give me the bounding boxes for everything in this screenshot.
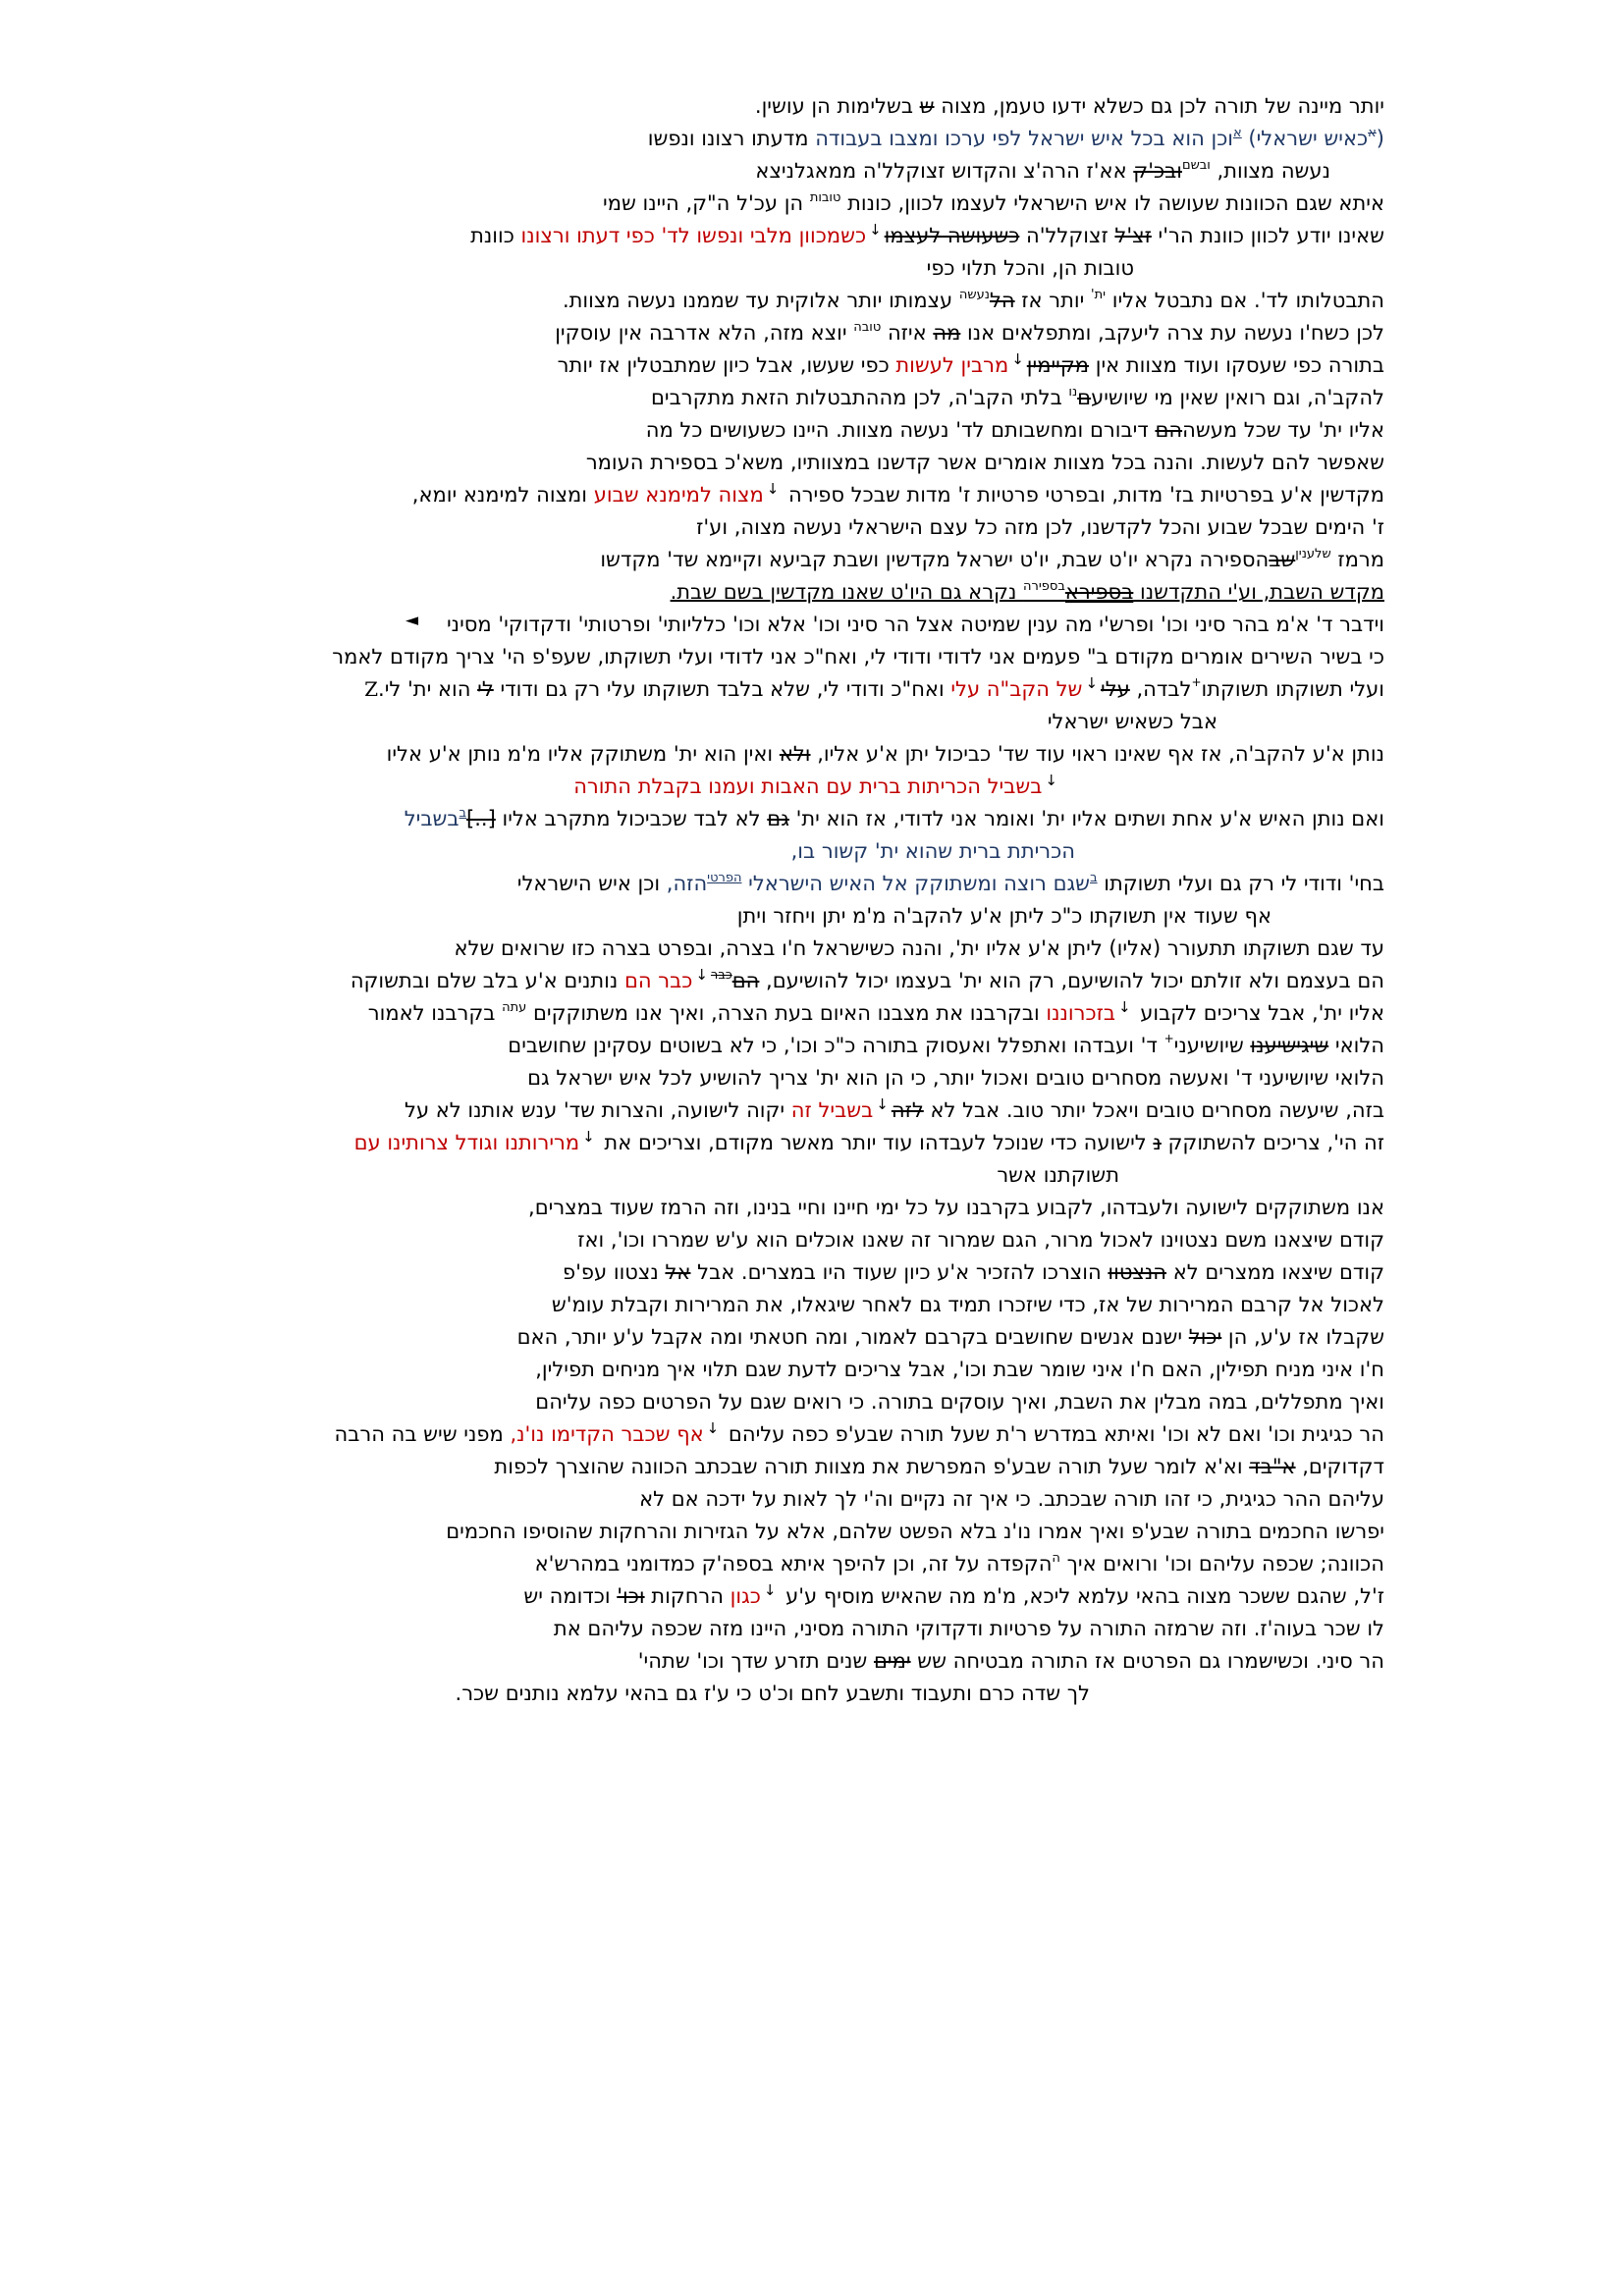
text-line bbox=[280, 641, 1384, 673]
text-line bbox=[280, 1613, 1384, 1645]
text-segment: אא'ז הרה'צ והקדוש זצוקלל'ה ממאגלניצא bbox=[755, 159, 1134, 183]
text-line bbox=[280, 1030, 1384, 1062]
text-line bbox=[280, 479, 1384, 511]
text-line bbox=[280, 1516, 1384, 1548]
text-segment: יכול bbox=[1188, 1325, 1222, 1349]
text-segment: מדעתו רצונו ונפשו bbox=[647, 127, 809, 150]
text-line bbox=[280, 965, 1384, 997]
text-segment: הנצטוו bbox=[1108, 1260, 1167, 1284]
text-segment: לאכול אל קרבם המרירות של אז, כדי שיזכרו תמיד גם לאחר שיגאלו, את המרירות וקבלת עומ'ש bbox=[551, 1293, 1384, 1316]
text-line bbox=[280, 933, 1384, 965]
text-segment: הכוונה; שכפה עליהם וכו' ורואים איך bbox=[1059, 1552, 1384, 1575]
text-segment: עלי bbox=[1101, 677, 1130, 701]
text-segment: ב bbox=[1090, 871, 1098, 885]
text-segment: מרירותנו וגודל צרותינו עם bbox=[353, 1131, 580, 1154]
text-segment: ומצוה למימנא יומא, bbox=[411, 483, 594, 507]
text-segment: כגון bbox=[730, 1584, 761, 1608]
text-line bbox=[280, 1289, 1384, 1321]
text-line bbox=[280, 1321, 1384, 1354]
text-segment: שיגישיענו bbox=[1250, 1034, 1329, 1057]
text-segment: בקרבנו לאמור bbox=[367, 1001, 503, 1025]
text-segment: דיבורם ומחשבותם לד' נעשה מצוות. היינו כשעושים כל מה bbox=[645, 418, 1156, 442]
text-segment: ואח"כ ודודי לי, שלא בלבד תשוקתו עלי רק גם ודודי bbox=[493, 677, 951, 701]
text-segment: כאיש ישראלי) bbox=[1241, 127, 1369, 150]
text-segment: שגם רוצה ומשתוקק אל האיש הישראלי bbox=[741, 872, 1091, 895]
text-segment: בשביל bbox=[404, 807, 460, 830]
text-segment: נקרא גם היו'ט שאנו מקדשין בשם שבת. bbox=[670, 580, 1024, 604]
text-line bbox=[280, 576, 1384, 609]
text-segment: שיושיעני bbox=[1173, 1034, 1251, 1057]
text-segment: הספירה נקרא יו'ט שבת, יו'ט ישראל מקדשין ושבת קביעא וקיימא שד' מקדשו bbox=[600, 548, 1270, 571]
text-segment: נצטוו עפ'פ bbox=[563, 1260, 666, 1284]
text-segment: שאפשר להם לעשות. והנה בכל מצוות אומרים אשר קדשנו במצוותיו, משא'כ בספירת העומר bbox=[585, 451, 1384, 474]
text-segment: וא'א לומר שעל תורה שבע'פ המפרשת את מצוות תורה שבכתב הכוונה שהוצרך לכפות bbox=[494, 1455, 1250, 1478]
text-segment: קודם שיצאו ממצרים לא bbox=[1166, 1260, 1384, 1284]
text-line bbox=[280, 349, 1384, 382]
text-segment: איתא שגם הכוונות שעושה לו איש הישראלי לעצמו לכוון, כונות bbox=[840, 191, 1384, 215]
text-segment: עליהם ההר כגיגית, כי זהו תורה שבכתב. כי איך זה נקיים וה'י לך לאות על ידכה אם לא bbox=[639, 1487, 1384, 1511]
text-line bbox=[280, 511, 1384, 544]
text-line bbox=[280, 900, 1384, 933]
text-segment: מקדש השבת, וע'י התקדשנו bbox=[1133, 580, 1384, 604]
text-segment: וכן הוא בכל איש ישראל לפי ערכו ומצבו בעבודה bbox=[808, 127, 1234, 150]
text-line bbox=[280, 997, 1384, 1030]
text-segment: כשמכוון מלבי ונפשו לד' כפי דעתו ורצונו bbox=[520, 224, 867, 247]
text-segment: הקפדה על זה, וכן להיפך איתא בספה'ק כמדומני במהרש'א bbox=[534, 1552, 1053, 1575]
text-segment: הלואי bbox=[1328, 1034, 1384, 1057]
insert-arrow-icon: ↓ bbox=[695, 966, 708, 984]
text-segment: הם בעצמם ולא זולתם יכול להושיעם, רק הוא ית' בעצמו יכול להושיעם, bbox=[759, 969, 1384, 992]
text-segment: הזה, bbox=[666, 872, 708, 895]
text-segment: נ bbox=[1153, 1131, 1162, 1154]
text-segment: יותר מיינה של תורה לכן גם כשלא ידעו טעמן, מצוה bbox=[934, 94, 1384, 118]
text-segment: כשעושה לעצמו bbox=[884, 224, 1020, 247]
text-line bbox=[280, 90, 1384, 123]
text-segment: בספירה bbox=[1023, 579, 1065, 594]
text-segment: לו שכר בעוה'ז. וזה שרמזה התורה על פרטיות ודקדוקי התורה מסיני, היינו מזה שכפה עליהם את bbox=[553, 1617, 1384, 1640]
insert-arrow-icon: ↓ bbox=[1011, 350, 1024, 368]
text-segment: של הקב"ה עלי bbox=[950, 677, 1083, 701]
insert-arrow-icon: ↓ bbox=[706, 1419, 720, 1437]
text-segment: לישועה כדי שנוכל לעבדהו עוד יותר מאשר מקודם, וצריכים את bbox=[597, 1131, 1154, 1154]
text-segment: נותנים א'ע בלב שלם ובתשוקה bbox=[350, 969, 624, 992]
text-segment: כי בשיר השירים אומרים מקודם ב" פעמים אני לדודי ודודי לי, ואח"כ אני לדודי ועלי תשוקתו, שעפ'פ הי' צריך מקודם לאמר bbox=[332, 645, 1384, 668]
text-segment: מצוה למימנא שבוע bbox=[593, 483, 764, 507]
text-line bbox=[280, 609, 1384, 641]
text-segment: בלתי הקב'ה, לכן מההתבטלות הזאת מתקרבים bbox=[650, 386, 1069, 409]
text-segment: וכן איש הישראלי bbox=[516, 872, 667, 895]
text-line bbox=[280, 803, 1384, 835]
text-segment: בזכרוננו bbox=[1046, 1001, 1115, 1025]
text-segment: כבר הם bbox=[623, 969, 693, 992]
text-line bbox=[280, 673, 1384, 706]
text-segment: ואיך מתפללים, במה מבלין את השבת, ואיך עוסקים בתורה. כי רואים שגם על הפרטים כפה עליהם bbox=[535, 1390, 1384, 1414]
text-segment: אל bbox=[665, 1260, 691, 1284]
text-segment: שקבלו אז ע'ע, הן bbox=[1221, 1325, 1384, 1349]
text-segment: טובות הן, והכל תלוי כפי bbox=[926, 256, 1134, 280]
text-segment: לי bbox=[477, 677, 494, 701]
text-segment: וכדומה יש bbox=[523, 1584, 618, 1608]
text-segment: עצמותו יותר אלוקית עד שממנו נעשה מצוות. bbox=[562, 289, 959, 312]
text-segment: איזה bbox=[881, 321, 934, 345]
text-segment: ועלי תשוקתו תשוקתו bbox=[1201, 677, 1384, 701]
text-segment: ואין הוא ית' משתוקק אליו מ'מ נותן א'ע אליו bbox=[386, 742, 780, 766]
text-segment: ש bbox=[919, 94, 935, 118]
manuscript-text-block bbox=[280, 90, 1384, 1710]
text-segment: מרבין לעשות bbox=[895, 353, 1009, 377]
text-segment: הפרטי bbox=[707, 871, 742, 885]
text-segment: להקב'ה, וגם רואין שאין מי שיושיע bbox=[1091, 386, 1384, 409]
text-segment: + bbox=[1191, 675, 1202, 689]
text-segment: טובות bbox=[809, 190, 841, 205]
text-line bbox=[280, 544, 1384, 576]
text-segment: לא לבד שכביכול מתקרב אליו bbox=[495, 807, 768, 830]
text-segment: שנים תזרע שדך וכו' שתהי' bbox=[637, 1649, 874, 1673]
text-segment: הוצרכו להזכיר א'ע כיון שעוד היו במצרים. אבל bbox=[690, 1260, 1109, 1284]
text-segment: הלואי שיושיעני ד' ואעשה מסחרים טובים ואכול יותר, כי הן הוא ית' צריך להושיע לכל איש ישראל גם bbox=[527, 1066, 1384, 1090]
text-line bbox=[280, 1192, 1384, 1224]
text-line bbox=[280, 1548, 1384, 1580]
text-line bbox=[280, 1354, 1384, 1386]
insert-arrow-icon: ↓ bbox=[582, 1128, 595, 1146]
text-segment: הוא ית' לי. bbox=[378, 677, 478, 701]
text-line bbox=[280, 317, 1384, 349]
text-segment: עד שגם תשוקתו תתעורר (אליו) ליתן א'ע אליו ית', והנה כשישראל ח'ו בצרה, ובפרט בצרה כזו שרואים שלא bbox=[454, 936, 1384, 960]
text-segment: מה bbox=[933, 321, 961, 345]
text-segment: הר סיני. וכשישמרו גם הפרטים אז התורה מבטיחה שש bbox=[910, 1649, 1384, 1673]
text-segment: הכריתת ברית שהוא ית' קשור בו, bbox=[790, 839, 1075, 863]
insert-arrow-icon: ↓ bbox=[1118, 998, 1131, 1016]
text-line bbox=[280, 1386, 1384, 1418]
text-segment: דקדוקים, bbox=[1295, 1455, 1384, 1478]
insert-arrow-icon: ↓ bbox=[876, 1095, 889, 1113]
text-segment: שאינו יודע לכוון כוונת הר'י bbox=[1151, 224, 1384, 247]
text-line bbox=[280, 285, 1384, 317]
text-segment: בתורה כפי שעסקו ועוד מצוות אין bbox=[1089, 353, 1384, 377]
insert-arrow-icon: ↓ bbox=[763, 1581, 777, 1599]
text-line bbox=[280, 382, 1384, 414]
text-segment: בשביל הכריתות ברית עם האבות ועמנו בקבלת התורה bbox=[573, 774, 1043, 798]
text-segment: זצ'ל bbox=[1114, 224, 1152, 247]
text-segment: כפי שעשו, אבל כיון שמתבטלין אז יותר bbox=[557, 353, 896, 377]
text-segment: ובקרבנו את מצבנו האיום בעת הצרה, ואיך אנו משתוקקים bbox=[526, 1001, 1047, 1025]
text-segment: טובה bbox=[853, 320, 882, 335]
text-segment: ד' ועבדהו ואתפלל ואעסוק בתורה כ"כ וכו', כי לא בשוטים עסקינן שחושבים bbox=[508, 1034, 1164, 1057]
text-segment: ובשם bbox=[1181, 158, 1211, 173]
text-line bbox=[280, 1159, 1384, 1192]
text-segment: שב bbox=[1269, 548, 1296, 571]
text-segment: בחי' ודודי לי רק גם ועלי תשוקתו bbox=[1097, 872, 1384, 895]
text-line bbox=[280, 447, 1384, 479]
text-segment: מקדשין א'ע בפרטיות בז' מדות, ובפרטי פרטיות ז' מדות שבכל ספירה bbox=[782, 483, 1384, 507]
text-segment: לזה bbox=[891, 1098, 924, 1122]
text-segment: א bbox=[1368, 126, 1377, 140]
text-segment: ( bbox=[1376, 127, 1384, 150]
text-segment: יוצא מזה, הלא אדרבה אין עוסקין bbox=[555, 321, 854, 345]
text-segment: בשביל זה bbox=[790, 1098, 874, 1122]
text-segment: נעשה מצוות, bbox=[1210, 159, 1330, 183]
text-line bbox=[280, 155, 1384, 187]
text-segment: ישנם אנשים שחושבים בקרבם לאמור, ומה חטאתי ומה אקבל ע'ע יותר, האם bbox=[516, 1325, 1189, 1349]
text-segment: נותן א'ע להקב'ה, אז אף שאינו ראוי עוד שד' כביכול יתן א'ע אליו, bbox=[810, 742, 1384, 766]
text-segment: כוונת bbox=[470, 224, 521, 247]
text-segment: נעשה bbox=[958, 288, 990, 302]
text-line bbox=[280, 1580, 1384, 1613]
text-line bbox=[280, 706, 1384, 738]
text-segment: יקוה לישועה, והצרות שד' ענש אותנו לא על bbox=[405, 1098, 791, 1122]
text-segment: לבדה, bbox=[1129, 677, 1192, 701]
text-segment: וכו' bbox=[617, 1584, 645, 1608]
text-segment: אנו משתוקקים לישועה ולעבדהו, לקבוע בקרבנו על כל ימי חיינו וחיי בנינו, וזה הרמז שעוד במצרים, bbox=[528, 1196, 1384, 1219]
text-segment: ולא bbox=[779, 742, 811, 766]
text-line bbox=[280, 220, 1384, 252]
text-segment: הרחקות bbox=[644, 1584, 730, 1608]
text-segment: מפני שיש בה הרבה bbox=[334, 1422, 511, 1446]
text-line bbox=[280, 1418, 1384, 1451]
text-segment: וידבר ד' א'מ בהר סיני וכו' ופרש'י מה ענין שמיטה אצל הר סיני וכו' אלא וכו' כלליותי' ופרטותי' ודקדוקי' מסיני bbox=[446, 613, 1384, 636]
insert-arrow-icon: ↓ bbox=[1045, 772, 1057, 789]
paragraph-marker-icon: ◄ bbox=[406, 611, 419, 630]
insert-arrow-icon: ↓ bbox=[1085, 674, 1099, 692]
text-segment: אליו ית', אבל צריכים לקבוע bbox=[1133, 1001, 1384, 1025]
text-segment: קודם שיצאנו משם נצטוינו לאכול מרור, הגם שמרור זה שאנו אוכלים הוא ע'ש שמררו וכו', ואז bbox=[577, 1228, 1384, 1252]
text-segment: + bbox=[1163, 1032, 1174, 1045]
text-segment: הר כגיגית וכו' ואם לא וכו' ואיתא במדרש ר'ת שעל תורה שבע'פ כפה עליהם bbox=[722, 1422, 1384, 1446]
text-segment: זצוקלל'ה bbox=[1019, 224, 1115, 247]
text-line bbox=[280, 1678, 1384, 1710]
text-segment: אף שכבר הקדימו נו'נ, bbox=[510, 1422, 704, 1446]
text-segment: עתה bbox=[502, 1000, 527, 1015]
text-line bbox=[280, 868, 1384, 900]
text-segment: ית' bbox=[1091, 288, 1107, 302]
text-line bbox=[280, 123, 1384, 155]
text-segment: כבר bbox=[710, 968, 732, 983]
insert-arrow-icon: ↓ bbox=[869, 221, 882, 239]
text-segment: מקיימין bbox=[1026, 353, 1090, 377]
text-segment: שלענין bbox=[1295, 547, 1331, 561]
text-line bbox=[280, 1645, 1384, 1678]
text-segment: ובכ'ק bbox=[1133, 159, 1182, 183]
text-segment: תשוקתנו אשר bbox=[997, 1163, 1119, 1187]
text-segment: ה bbox=[1052, 1551, 1060, 1566]
text-line bbox=[280, 835, 1384, 868]
text-line bbox=[280, 1451, 1384, 1483]
text-segment: אליו ית' עד שכל מעשה bbox=[1182, 418, 1384, 442]
text-segment: ז'ל, שהגם ששכר מצוה בהאי עלמא ליכא, מ'מ מה שהאיש מוסיף ע'ע bbox=[779, 1584, 1384, 1608]
text-segment: ז' הימים שבכל שבוע והכל לקדשנו, לכן מזה כל עצם הישראלי נעשה מצוה, וע'ז bbox=[696, 515, 1384, 539]
text-segment: לכן כשח'ו נעשה עת צרה ליעקב, ומתפלאים אנו bbox=[960, 321, 1384, 345]
text-line bbox=[280, 1483, 1384, 1516]
text-segment: א bbox=[1233, 126, 1242, 140]
text-segment: Z bbox=[364, 677, 379, 701]
text-segment: א"בד bbox=[1249, 1455, 1296, 1478]
text-segment: התבטלותו לד'. אם נתבטל אליו bbox=[1106, 289, 1384, 312]
text-segment: נו bbox=[1068, 385, 1078, 400]
text-segment: ימים bbox=[873, 1649, 911, 1673]
text-segment: יפרשו החכמים בתורה שבע'פ ואיך אמרו נו'נ בלא הפשט שלהם, אלא על הגזירות והרחקות שהוסיפו החכמים bbox=[446, 1520, 1384, 1543]
text-segment: זה הי', צריכים להשתוקק bbox=[1161, 1131, 1384, 1154]
insert-arrow-icon: ↓ bbox=[766, 480, 780, 498]
text-segment: הל bbox=[989, 289, 1015, 312]
text-segment: הם bbox=[731, 969, 760, 992]
text-line bbox=[280, 738, 1384, 771]
text-segment: ואם נותן האיש א'ע אחת ושתים אליו ית' ואומר אני לדודי, אז הוא ית' bbox=[788, 807, 1384, 830]
text-segment: ב bbox=[459, 806, 467, 821]
text-segment: בזה, שיעשה מסחרים טובים ויאכל יותר טוב. אבל לא bbox=[923, 1098, 1384, 1122]
text-line bbox=[280, 1062, 1384, 1095]
text-line bbox=[280, 771, 1384, 803]
text-line bbox=[280, 414, 1384, 447]
text-line bbox=[280, 1095, 1384, 1127]
text-segment: [..] bbox=[466, 807, 496, 830]
text-segment: ם bbox=[1077, 386, 1092, 409]
text-segment: הן עכ'ל ה"ק, היינו שמי bbox=[603, 191, 810, 215]
text-line bbox=[280, 187, 1384, 220]
text-segment: בשלימות הן עושין. bbox=[754, 94, 920, 118]
text-segment: לך שדה כרם ותעבוד ותשבע לחם וכ'ט כי ע'ז גם בהאי עלמא נותנים שכר. bbox=[455, 1682, 1090, 1705]
text-segment: הם bbox=[1155, 418, 1183, 442]
text-segment: אף שעוד אין תשוקתו כ"כ ליתן א'ע להקב'ה מ'מ יתן ויחזר ויתן bbox=[736, 904, 1271, 928]
text-segment: ח'ו איני מניח תפילין, האם ח'ו איני שומר שבת וכו', אבל צריכים לדעת שגם תלוי איך מניחים תפילין, bbox=[535, 1358, 1384, 1381]
text-segment: אבל כשאיש ישראלי bbox=[1047, 710, 1217, 733]
text-segment: גם bbox=[767, 807, 789, 830]
text-line bbox=[280, 1127, 1384, 1159]
text-line bbox=[280, 1256, 1384, 1289]
text-line bbox=[280, 252, 1384, 285]
text-segment: בספירא bbox=[1064, 580, 1134, 604]
text-line bbox=[280, 1224, 1384, 1256]
text-segment: מרמז bbox=[1330, 548, 1384, 571]
text-segment: יותר אז bbox=[1014, 289, 1092, 312]
